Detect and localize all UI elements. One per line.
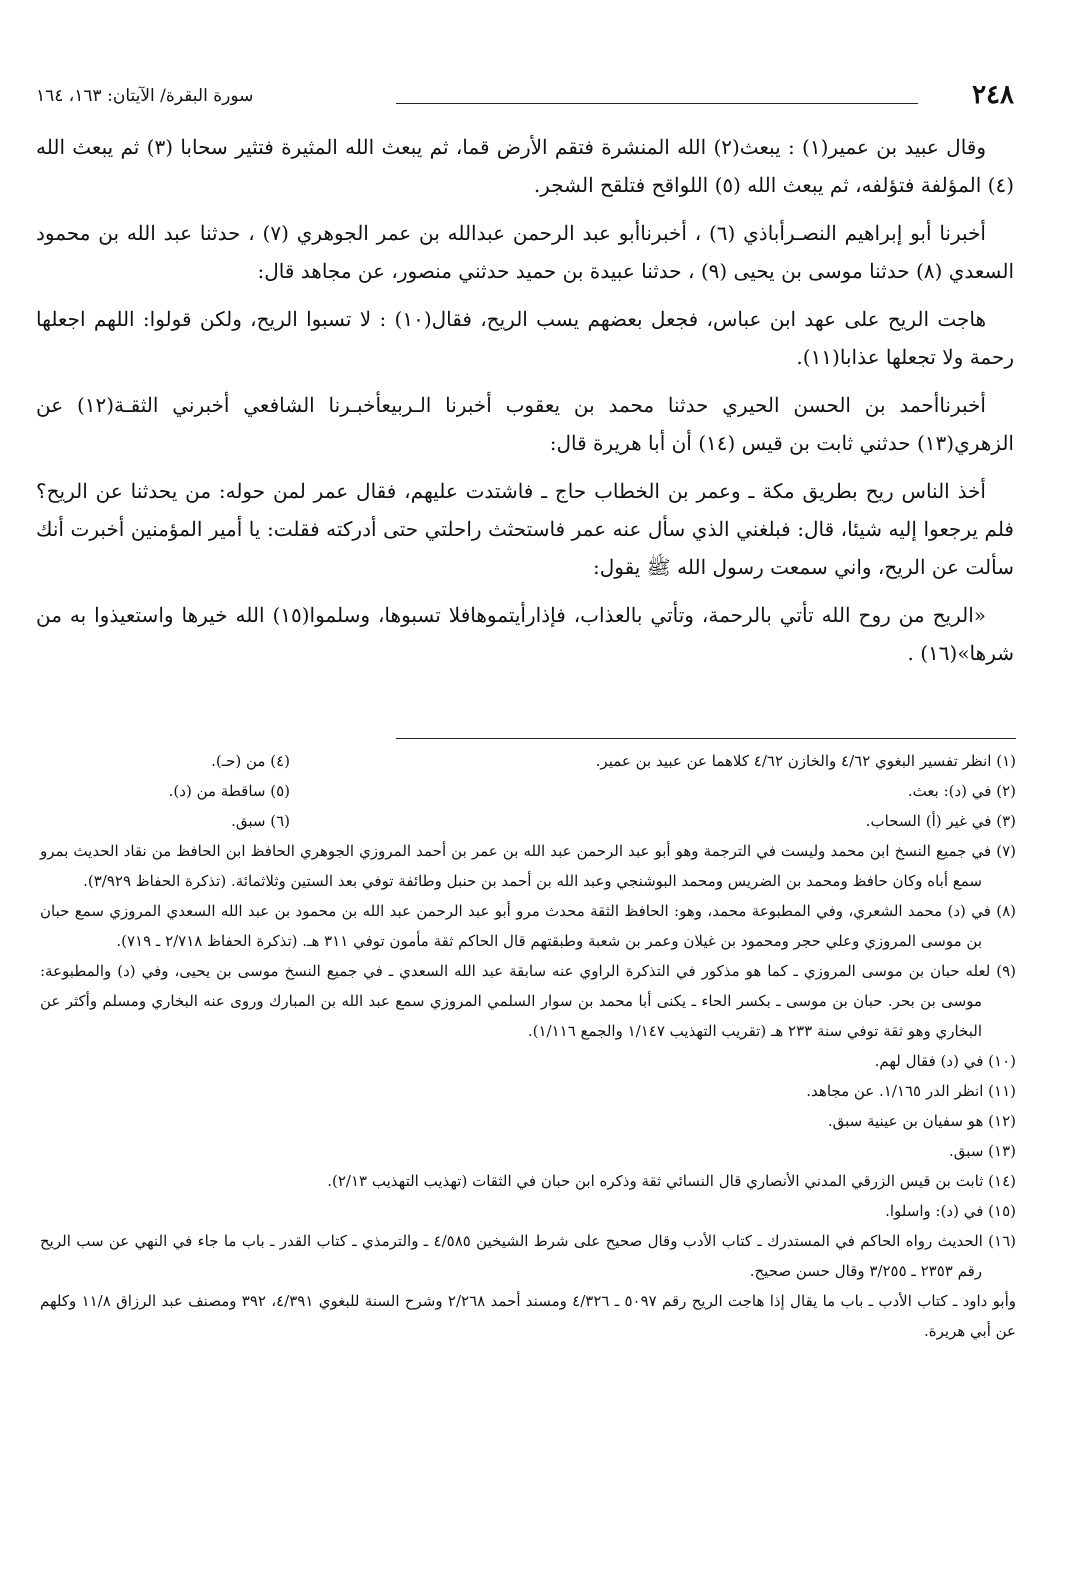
footnote: (٨) في (د) محمد الشعري، وفي المطبوعة محمد، وهو: الحافظ الثقة محدث مرو أبو عبد الرحمن عبد الله بن محمود بن عبد الله السعدي المروزي سمع حبان بن موسى المروزي وعلي حجر ومحمود بن غيلان وعمر بن شعبة وطبقتهم قال الحاكم ثقة مأمون توفي ٣١١ هـ. (تذكرة الحفاظ ٢/٧١٨ ـ ٧١٩). [40,902,1016,950]
footnote: (١٤) ثابت بن قيس الزرقي المدني الأنصاري قال النسائي ثقة وذكره ابن حبان في الثقات (تهذيب التهذيب ٢/١٣). [327,1172,1016,1190]
footnote: (١٠) في (د) فقال لهم. [874,1052,1016,1070]
footnotes [40,746,1016,1346]
footnote: (٣) في غير (أ) السحاب. [865,812,1016,830]
footnote-row [40,746,1016,776]
footnote: (١١) انظر الدر ١/١٦٥. عن مجاهد. [806,1082,1016,1100]
page-header [36,76,1014,118]
footnote: (١٥) في (د): واسلوا. [885,1202,1016,1220]
paragraph: هاجت الريح على عهد ابن عباس، فجعل بعضهم يسب الريح، فقال(١٠) : لا تسبوا الريح، ولكن قولوا: اللهم اجعلها رحمة ولا تجعلها عذابا(١١). [36,307,1014,369]
footnote: (١٢) هو سفيان بن عينية سبق. [827,1112,1016,1130]
footnote: (٩) لعله حبان بن موسى المروزي ـ كما هو مذكور في التذكرة الراوي عنه سابقة عبد الله السعدي ـ في جميع النسخ موسى بن يحيى، وفي (د) والمطبوعة: موسى بن بحر. حبان بن موسى ـ بكسر الحاء ـ يكنى أبا محمد بن سوار السلمي المروزي سمع عبد الله بن المبارك وروى عنه البخاري ومسلم وأكثر عن البخاري وهو ثقة توفي سنة ٢٣٣ هـ (تقريب التهذيب ١/١٤٧ والجمع ١/١١٦). [40,962,1016,1040]
footnote: (٥) ساقطة من (د). [168,782,290,800]
footnote: (٦) سبق. [231,812,290,830]
footnote: (١٣) سبق. [949,1142,1016,1160]
footnote: (١) انظر تفسير البغوي ٤/٦٢ والخازن ٤/٦٢ كلاهما عن عبيد بن عمير. [595,752,1016,770]
main-text [36,128,1014,682]
footnote-separator [396,738,1016,739]
header-rule [396,103,918,104]
paragraph: «الريح من روح الله تأتي بالرحمة، وتأتي بالعذاب، فإذارأيتموهافلا تسبوها، وسلموا(١٥) الله خيرها واستعيذوا به من شرها»(١٦) . [36,603,1014,665]
paragraph: أخبرنا أبو إبراهيم النصـرأباذي (٦) ، أخبرناأبو عبد الرحمن عبدالله بن عمر الجوهري (٧) ، حدثنا عبد الله بن محمود السعدي (٨) حدثنا موسى بن يحيى (٩) ، حدثنا عبيدة بن حميد حدثني منصور، عن مجاهد قال: [36,221,1014,283]
footnote: (١٦) الحديث رواه الحاكم في المستدرك ـ كتاب الأدب وقال صحيح على شرط الشيخين ٤/٥٨٥ ـ والترمذي ـ كتاب القدر ـ باب ما جاء في النهي عن سب الريح رقم ٢٣٥٣ ـ ٣/٢٥٥ وقال حسن صحيح. [40,1232,1016,1280]
paragraph: أخذ الناس ريح بطريق مكة ـ وعمر بن الخطاب حاج ـ فاشتدت عليهم، فقال عمر لمن حوله: من يحدثنا عن الريح؟ فلم يرجعوا إليه شيئا، قال: فبلغني الذي سأل عنه عمر فاستحثث راحلتي حتى أدركته فقلت: يا أمير المؤمنين أخبرت أنك سألت عن الريح، واني سمعت رسول الله ﷺ يقول: [36,479,1014,579]
footnote: (٢) في (د): بعث. [907,782,1016,800]
footnote-continuation: وأبو داود ـ كتاب الأدب ـ باب ما يقال إذا هاجت الريح رقم ٥٠٩٧ ـ ٤/٣٢٦ ومسند أحمد ٢/٢٦٨ وشرح السنة للبغوي ٤/٣٩١، ٣٩٢ ومصنف عبد الرزاق ١١/٨ وكلهم عن أبي هريرة. [40,1292,1017,1340]
page-number: ٢٤٨ [972,80,1014,110]
footnote: (٧) في جميع النسخ ابن محمد وليست في الترجمة وهو أبو عبد الرحمن عبد الله بن عمر بن أحمد المروزي الجوهري الحافظ ابن الحافظ من نقاد الحديث بمرو سمع أباه وكان حافظ ومحمد بن الضريس ومحمد البوشنجي وعبد الله بن أحمد بن حنبل وطائفة توفي بعد الستين وثلاثمائة. (تذكرة الحفاظ ٣/٩٢٩). [40,842,1016,890]
footnote-row [40,806,1016,836]
footnote-row [40,776,1016,806]
paragraph: أخبرناأحمد بن الحسن الحيري حدثنا محمد بن يعقوب أخبرنا الـربيعأخبـرنا الشافعي أخبرني الثقـة(١٢) عن الزهري(١٣) حدثني ثابت بن قيس (١٤) أن أبا هريرة قال: [36,393,1014,455]
footnote: (٤) من (حـ). [211,752,290,770]
paragraph: وقال عبيد بن عمير(١) : يبعث(٢) الله المنشرة فتقم الأرض قما، ثم يبعث الله المثيرة فتثير سحابا (٣) ثم يبعث الله (٤) المؤلفة فتؤلفه، ثم يبعث الله (٥) اللواقح فتلقح الشجر. [36,135,1014,197]
running-head: سورة البقرة/ الآيتان: ١٦٣، ١٦٤ [36,86,254,106]
